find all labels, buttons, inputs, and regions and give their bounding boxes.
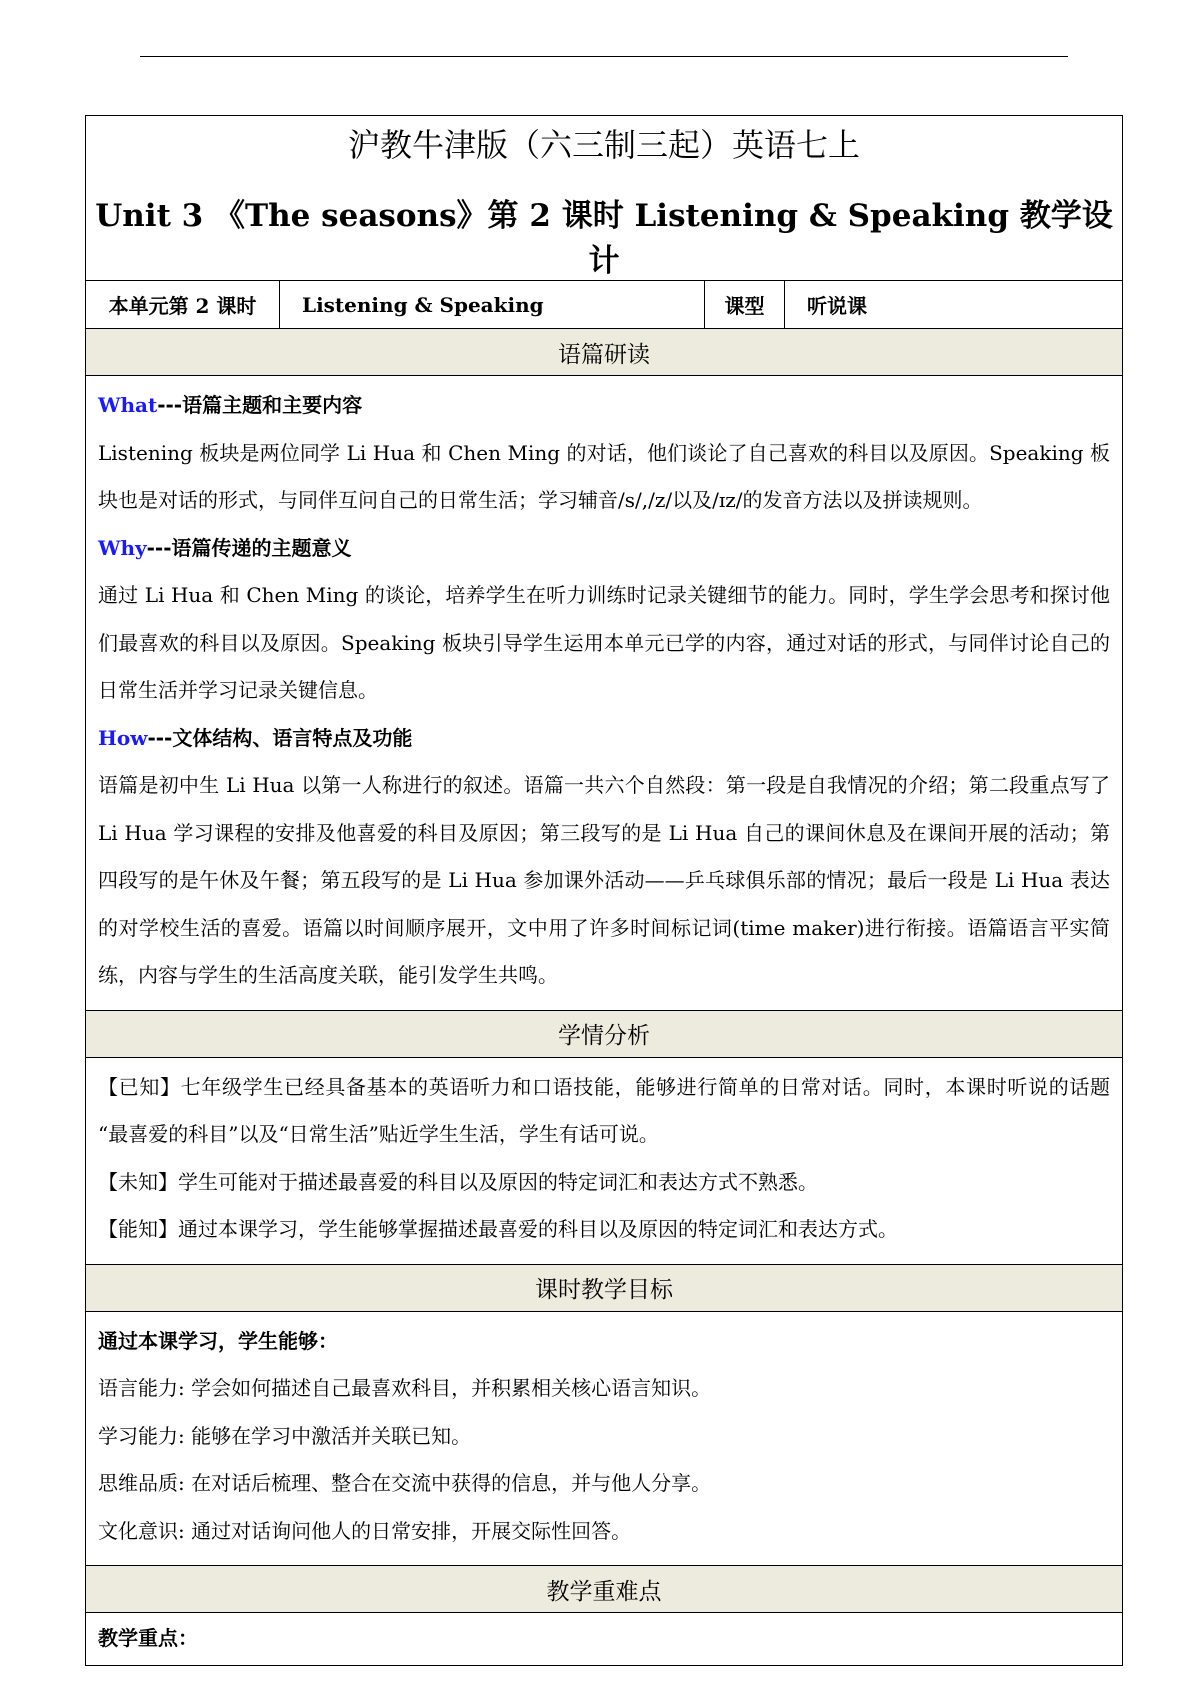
how-title: ---文体结构、语言特点及功能	[147, 725, 413, 750]
unknown-text: 【未知】学生可能对于描述最喜爱的科目以及原因的特定词汇和表达方式不熟悉。	[98, 1169, 818, 1194]
objective-item: 语言能力: 学会如何描述自己最喜欢科目，并积累相关核心语言知识。	[98, 1376, 712, 1400]
text-study-body	[86, 376, 1123, 1011]
what-title: ---语篇主题和主要内容	[157, 393, 363, 417]
lesson-plan-table	[85, 115, 1123, 1666]
lesson-topic: Listening & Speaking	[280, 281, 705, 329]
document-subtitle: Unit 3 《The seasons》第 2 课时 Listening & Speaking 教学设计	[95, 198, 1113, 279]
why-text: 通过 Li Hua 和 Chen Ming 的谈论，培养学生在听力训练时记录关键细节的能力。同时，学生学会思考和探讨他们最喜欢的科目以及原因。Speaking 板块引导学生运用本单元已学的内容，通过对话的形式，与同伴讨论自己的日常生活并学习记录关键信息。	[98, 583, 1111, 702]
document-title: 沪教牛津版（六三制三起）英语七上	[348, 126, 861, 164]
lesson-type-label: 课型	[705, 281, 785, 329]
section-heading-text-study: 语篇研读	[86, 329, 1123, 376]
what-key: What	[98, 393, 158, 417]
how-key: How	[98, 725, 148, 750]
key-points-label: 教学重点：	[98, 1626, 198, 1650]
objectives-intro: 通过本课学习，学生能够：	[98, 1328, 338, 1353]
lesson-type-value: 听说课	[785, 281, 1123, 329]
objectives-body	[86, 1311, 1123, 1566]
how-text: 语篇是初中生 Li Hua 以第一人称进行的叙述。语篇一共六个自然段：第一段是自我情况的介绍；第二段重点写了 Li Hua 学习课程的安排及他喜爱的科目及原因；第三段写的是 Li Hua 自己的课间休息及在课间开展的活动；第四段写的是午休及午餐；第五段写的是 Li Hua 参加课外活动——乒乓球俱乐部的情况；最后一段是 Li Hua 表达的对学校生活的喜爱。语篇以时间顺序展开，文中用了许多时间标记词(time maker)进行衔接。语篇语言平实简练，内容与学生的生活高度关联，能引发学生共鸣。	[98, 773, 1111, 987]
objective-item: 思维品质: 在对话后梳理、整合在交流中获得的信息，并与他人分享。	[98, 1471, 712, 1495]
section-heading-student-analysis: 学情分析	[86, 1010, 1123, 1057]
section-heading-key-points: 教学重难点	[86, 1566, 1123, 1613]
why-title: ---语篇传递的主题意义	[146, 535, 352, 560]
what-text: Listening 板块是两位同学 Li Hua 和 Chen Ming 的对话，他们谈论了自己喜欢的科目以及原因。Speaking 板块也是对话的形式，与同伴互问自己的日常生活；学习辅音/s/,/z/以及/ɪz/的发音方法以及拼读规则。	[98, 440, 1111, 512]
key-points-body	[86, 1613, 1123, 1666]
lesson-number: 本单元第 2 课时	[86, 281, 280, 329]
student-analysis-body	[86, 1057, 1123, 1264]
why-key: Why	[98, 535, 147, 560]
header-rule	[140, 56, 1068, 57]
known-text: 【已知】七年级学生已经具备基本的英语听力和口语技能，能够进行简单的日常对话。同时，本课时听说的话题 “最喜爱的科目”以及“日常生活”贴近学生生活，学生有话可说。	[98, 1074, 1111, 1146]
able-text: 【能知】通过本课学习，学生能够掌握描述最喜爱的科目以及原因的特定词汇和表达方式。	[98, 1217, 898, 1241]
objective-item: 文化意识: 通过对话询问他人的日常安排，开展交际性回答。	[98, 1518, 632, 1543]
objective-item: 学习能力: 能够在学习中激活并关联已知。	[98, 1423, 472, 1448]
section-heading-objectives: 课时教学目标	[86, 1264, 1123, 1311]
title-cell	[86, 116, 1123, 281]
